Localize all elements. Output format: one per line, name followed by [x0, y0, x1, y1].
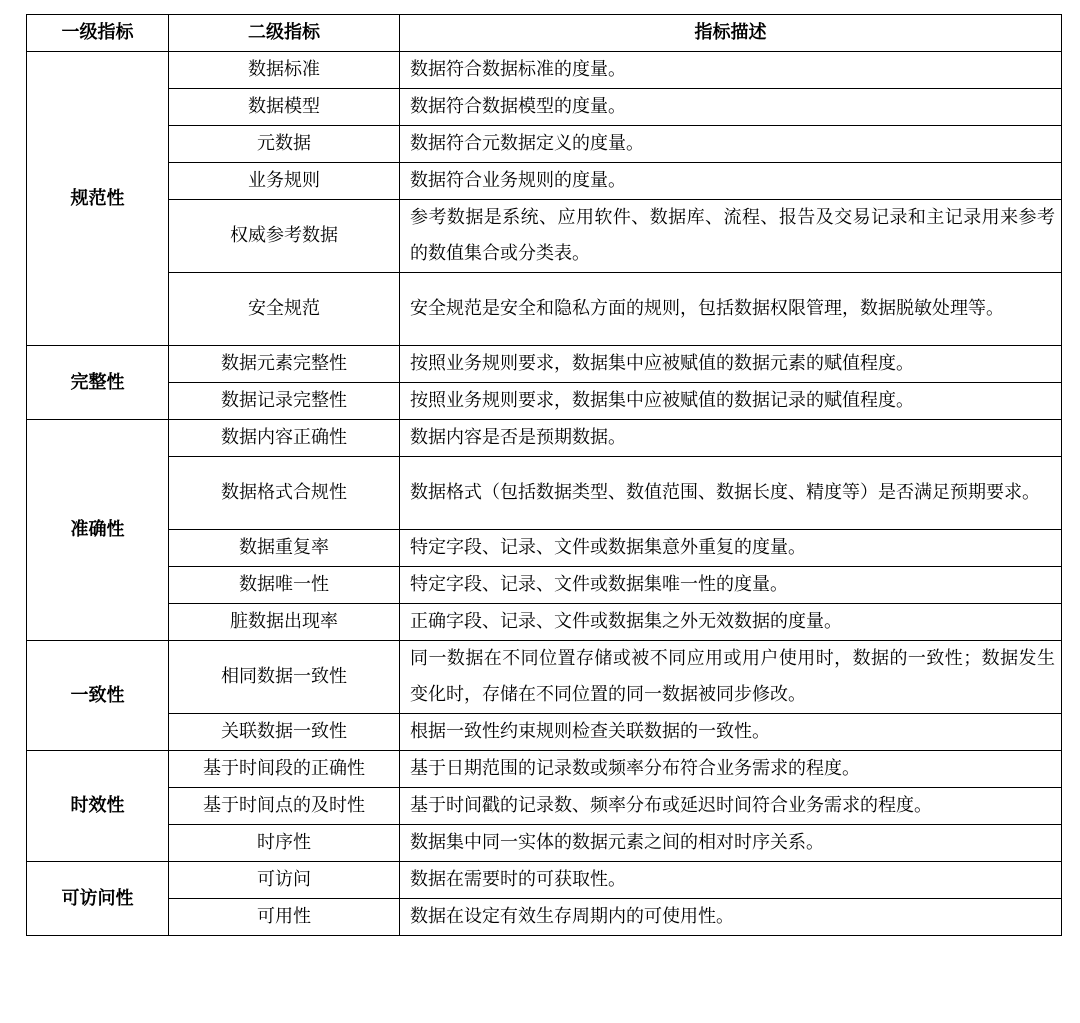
table-row: [27, 420, 1062, 457]
level2-cell: 相同数据一致性: [169, 641, 400, 714]
level2-cell: 时序性: [169, 825, 400, 862]
description-cell: 按照业务规则要求，数据集中应被赋值的数据元素的赋值程度。: [400, 346, 1062, 383]
header-level2: 二级指标: [169, 15, 400, 52]
description-cell: 数据在需要时的可获取性。: [400, 862, 1062, 899]
table-row: [27, 52, 1062, 89]
description-cell: 正确字段、记录、文件或数据集之外无效数据的度量。: [400, 604, 1062, 641]
level1-cell: 准确性: [27, 420, 169, 641]
description-cell: 数据符合数据标准的度量。: [400, 52, 1062, 89]
level2-cell: 数据标准: [169, 52, 400, 89]
level2-cell: 数据内容正确性: [169, 420, 400, 457]
table-row: [27, 89, 1062, 126]
table-row: [27, 530, 1062, 567]
level2-cell: 数据重复率: [169, 530, 400, 567]
description-cell: 参考数据是系统、应用软件、数据库、流程、报告及交易记录和主记录用来参考的数值集合或分类表。: [400, 200, 1062, 273]
description-cell: 数据符合元数据定义的度量。: [400, 126, 1062, 163]
description-cell: 安全规范是安全和隐私方面的规则，包括数据权限管理，数据脱敏处理等。: [400, 273, 1062, 346]
description-cell: 数据集中同一实体的数据元素之间的相对时序关系。: [400, 825, 1062, 862]
description-cell: 特定字段、记录、文件或数据集意外重复的度量。: [400, 530, 1062, 567]
description-cell: 基于时间戳的记录数、频率分布或延迟时间符合业务需求的程度。: [400, 788, 1062, 825]
level1-cell: 一致性: [27, 641, 169, 751]
level2-cell: 数据模型: [169, 89, 400, 126]
description-cell: 特定字段、记录、文件或数据集唯一性的度量。: [400, 567, 1062, 604]
level2-cell: 业务规则: [169, 163, 400, 200]
level2-cell: 数据元素完整性: [169, 346, 400, 383]
table-row: [27, 788, 1062, 825]
level1-cell: 时效性: [27, 751, 169, 862]
level2-cell: 数据记录完整性: [169, 383, 400, 420]
description-cell: 按照业务规则要求，数据集中应被赋值的数据记录的赋值程度。: [400, 383, 1062, 420]
description-cell: 根据一致性约束规则检查关联数据的一致性。: [400, 714, 1062, 751]
level2-cell: 安全规范: [169, 273, 400, 346]
level2-cell: 元数据: [169, 126, 400, 163]
table-row: [27, 383, 1062, 420]
description-cell: 数据符合数据模型的度量。: [400, 89, 1062, 126]
table-row: [27, 457, 1062, 530]
table-row: [27, 273, 1062, 346]
table-body: [27, 52, 1062, 936]
level1-cell: 可访问性: [27, 862, 169, 936]
table-row: [27, 899, 1062, 936]
description-cell: 数据格式（包括数据类型、数值范围、数据长度、精度等）是否满足预期要求。: [400, 457, 1062, 530]
quality-metrics-table: [26, 14, 1062, 936]
header-level1: 一级指标: [27, 15, 169, 52]
description-cell: 数据在设定有效生存周期内的可使用性。: [400, 899, 1062, 936]
header-description: 指标描述: [400, 15, 1062, 52]
table-row: [27, 825, 1062, 862]
description-cell: 同一数据在不同位置存储或被不同应用或用户使用时，数据的一致性；数据发生变化时，存储在不同位置的同一数据被同步修改。: [400, 641, 1062, 714]
level2-cell: 数据唯一性: [169, 567, 400, 604]
table-row: [27, 641, 1062, 714]
level2-cell: 脏数据出现率: [169, 604, 400, 641]
level2-cell: 可用性: [169, 899, 400, 936]
table-row: [27, 200, 1062, 273]
table-row: [27, 714, 1062, 751]
table-row: [27, 567, 1062, 604]
level2-cell: 权威参考数据: [169, 200, 400, 273]
level2-cell: 基于时间点的及时性: [169, 788, 400, 825]
table-row: [27, 126, 1062, 163]
level2-cell: 数据格式合规性: [169, 457, 400, 530]
level1-cell: 规范性: [27, 52, 169, 346]
level2-cell: 可访问: [169, 862, 400, 899]
table-row: [27, 163, 1062, 200]
level2-cell: 基于时间段的正确性: [169, 751, 400, 788]
description-cell: 数据符合业务规则的度量。: [400, 163, 1062, 200]
table-row: [27, 862, 1062, 899]
level1-cell: 完整性: [27, 346, 169, 420]
description-cell: 基于日期范围的记录数或频率分布符合业务需求的程度。: [400, 751, 1062, 788]
table-row: [27, 604, 1062, 641]
table-header: [27, 15, 1062, 52]
level2-cell: 关联数据一致性: [169, 714, 400, 751]
table-row: [27, 346, 1062, 383]
header-row: [27, 15, 1062, 52]
description-cell: 数据内容是否是预期数据。: [400, 420, 1062, 457]
table-row: [27, 751, 1062, 788]
